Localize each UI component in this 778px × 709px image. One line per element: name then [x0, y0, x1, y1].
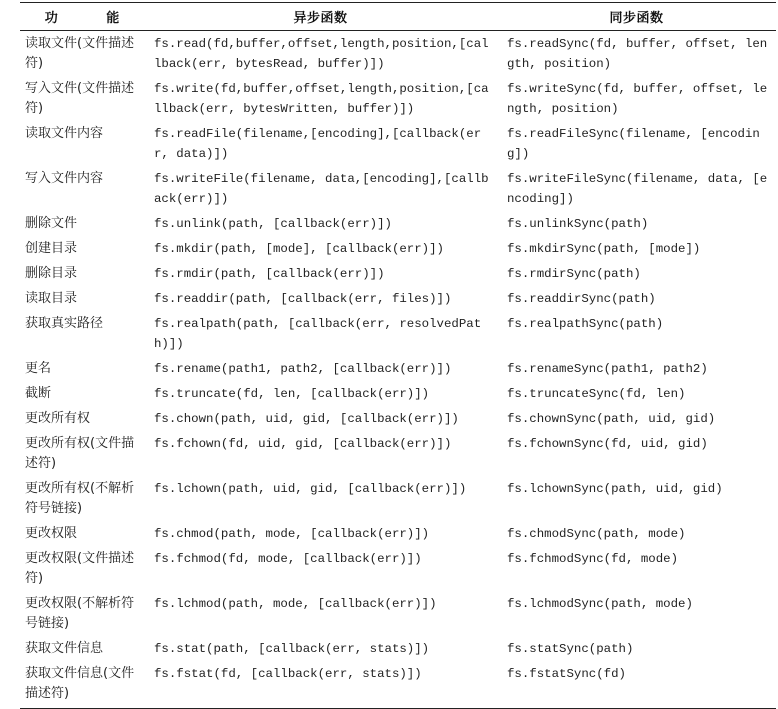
header-async: 异步函数: [144, 3, 497, 31]
table-header: [20, 3, 776, 31]
sync-cell: fs.truncateSync(fd, len): [507, 387, 686, 401]
function-cell: 更改所有权(文件描述符): [25, 436, 135, 471]
table-row: [20, 431, 776, 476]
sync-cell: fs.lchmodSync(path, mode): [507, 597, 693, 611]
async-cell: fs.readdir(path, [callback(err, files)]): [154, 292, 452, 306]
header-function: 功 能: [20, 3, 144, 31]
function-cell: 删除文件: [25, 216, 78, 231]
function-cell: 获取文件信息: [25, 641, 104, 656]
async-cell: fs.fchmod(fd, mode, [callback(err)]): [154, 552, 422, 566]
table-row: [20, 661, 776, 709]
sync-cell: fs.fstatSync(fd): [497, 661, 776, 709]
table-row: [20, 636, 776, 661]
sync-cell: fs.readFileSync(filename, [encoding]): [507, 127, 760, 161]
function-cell: 获取真实路径: [25, 316, 104, 331]
async-cell: fs.mkdir(path, [mode], [callback(err)]): [154, 242, 444, 256]
function-cell: 写入文件(文件描述符): [25, 81, 135, 116]
sync-cell: fs.rmdirSync(path): [507, 267, 641, 281]
function-cell: 删除目录: [25, 266, 78, 281]
table-row: [20, 211, 776, 236]
function-cell: 读取目录: [25, 291, 78, 306]
async-cell: fs.fstat(fd, [callback(err, stats)]): [144, 661, 497, 709]
table-row: [20, 286, 776, 311]
async-cell: fs.fchown(fd, uid, gid, [callback(err)]): [154, 437, 452, 451]
function-cell: 创建目录: [25, 241, 78, 256]
header-sync: 同步函数: [497, 3, 776, 31]
sync-cell: fs.chownSync(path, uid, gid): [507, 412, 716, 426]
table-row: [20, 311, 776, 356]
function-cell: 截断: [25, 386, 52, 401]
function-cell: 读取文件内容: [25, 126, 104, 141]
sync-cell: fs.renameSync(path1, path2): [507, 362, 708, 376]
function-cell: 更名: [25, 361, 52, 376]
table-row: [20, 166, 776, 211]
table-row: [20, 476, 776, 521]
sync-cell: fs.chmodSync(path, mode): [507, 527, 686, 541]
header-row: [20, 3, 776, 31]
async-cell: fs.unlink(path, [callback(err)]): [154, 217, 392, 231]
function-cell: 更改权限(文件描述符): [25, 551, 135, 586]
async-cell: fs.lchmod(path, mode, [callback(err)]): [154, 597, 437, 611]
async-cell: fs.rmdir(path, [callback(err)]): [154, 267, 385, 281]
table-row: [20, 546, 776, 591]
function-cell: 更改权限: [25, 526, 78, 541]
async-cell: fs.readFile(filename,[encoding],[callback(err, data)]): [154, 127, 482, 161]
function-cell: 更改所有权(不解析符号链接): [25, 481, 135, 516]
table-row: [20, 356, 776, 381]
async-cell: fs.lchown(path, uid, gid, [callback(err)]): [154, 482, 467, 496]
table-row: [20, 406, 776, 431]
async-cell: fs.stat(path, [callback(err, stats)]): [154, 642, 430, 656]
sync-cell: fs.unlinkSync(path): [507, 217, 649, 231]
sync-cell: fs.readSync(fd, buffer, offset, length, position): [507, 37, 768, 71]
fs-function-table: [20, 2, 776, 709]
fs-function-table-container: [20, 2, 776, 709]
function-cell: 读取文件(文件描述符): [25, 36, 135, 71]
sync-cell: fs.writeFileSync(filename, data, [encoding]): [507, 172, 768, 206]
sync-cell: fs.lchownSync(path, uid, gid): [507, 482, 723, 496]
table-body: [20, 31, 776, 709]
table-row: [20, 236, 776, 261]
sync-cell: fs.realpathSync(path): [507, 317, 664, 331]
sync-cell: fs.readdirSync(path): [507, 292, 656, 306]
async-cell: fs.write(fd,buffer,offset,length,position,[callback(err, bytesWritten, buffer)]): [154, 82, 489, 116]
sync-cell: fs.statSync(path): [507, 642, 634, 656]
sync-cell: fs.writeSync(fd, buffer, offset, length, position): [507, 82, 768, 116]
async-cell: fs.writeFile(filename, data,[encoding],[callback(err)]): [154, 172, 489, 206]
function-cell: 更改所有权: [25, 411, 91, 426]
async-cell: fs.chmod(path, mode, [callback(err)]): [154, 527, 430, 541]
async-cell: fs.chown(path, uid, gid, [callback(err)]): [154, 412, 459, 426]
async-cell: fs.rename(path1, path2, [callback(err)]): [154, 362, 452, 376]
table-row: [20, 76, 776, 121]
sync-cell: fs.mkdirSync(path, [mode]): [507, 242, 701, 256]
table-row: [20, 521, 776, 546]
table-row: [20, 591, 776, 636]
table-row: [20, 121, 776, 166]
async-cell: fs.read(fd,buffer,offset,length,position,[callback(err, bytesRead, buffer)]): [154, 37, 489, 71]
function-cell: 更改权限(不解析符号链接): [25, 596, 135, 631]
sync-cell: fs.fchownSync(fd, uid, gid): [507, 437, 708, 451]
function-cell: 写入文件内容: [25, 171, 104, 186]
table-row: [20, 381, 776, 406]
table-row: [20, 261, 776, 286]
async-cell: fs.realpath(path, [callback(err, resolvedPath)]): [154, 317, 482, 351]
sync-cell: fs.fchmodSync(fd, mode): [507, 552, 679, 566]
async-cell: fs.truncate(fd, len, [callback(err)]): [154, 387, 430, 401]
table-row: [20, 31, 776, 77]
function-cell: 获取文件信息(文件描述符): [20, 661, 144, 709]
